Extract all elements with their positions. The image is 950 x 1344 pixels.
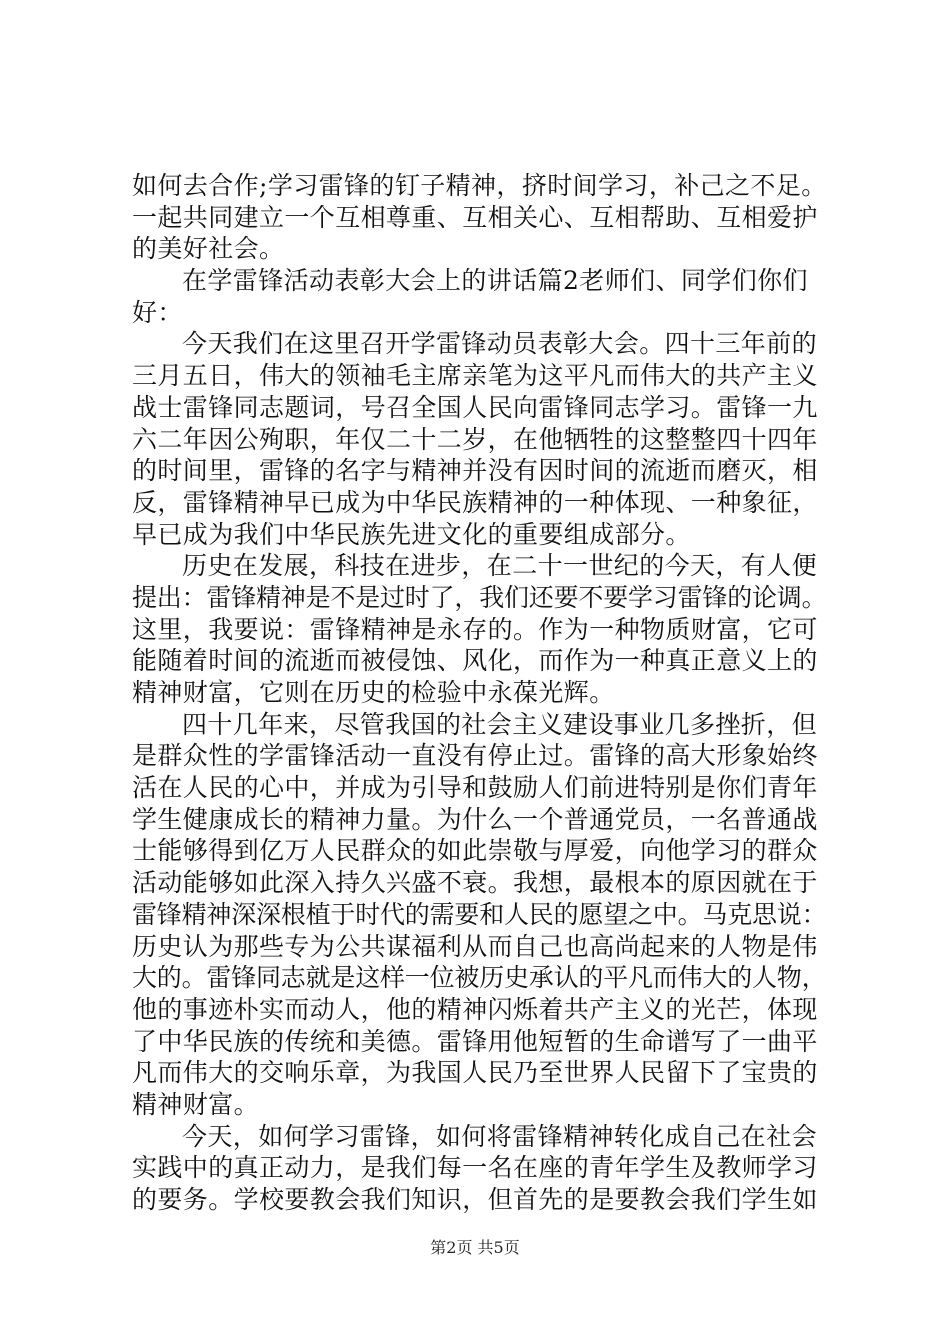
text-line: 四十几年来，尽管我国的社会主义建设事业几多挫折，但 [182, 709, 818, 739]
text-line: 在学雷锋活动表彰大会上的讲话篇2老师们、同学们你们 [182, 266, 808, 296]
text-line: 如何去合作;学习雷锋的钉子精神，挤时间学习，补己之不足。 [132, 171, 827, 200]
text-line: 历史在发展，科技在进步，在二十一世纪的今天，有人便 [182, 551, 818, 581]
text-line: 实践中的真正动力，是我们每一名在座的青年学生及教师学习 [132, 1153, 818, 1183]
text-line: 早已成为我们中华民族先进文化的重要组成部分。 [132, 519, 691, 549]
text-line: 的美好社会。 [132, 234, 285, 264]
page-footer: 第2页 共5页 [430, 1238, 520, 1257]
text-line: 大的。雷锋同志就是这样一位被历史承认的平凡而伟大的人物， [132, 963, 827, 993]
text-line: 了中华民族的传统和美德。雷锋用他短暂的生命谱写了一曲平 [132, 1026, 818, 1056]
text-line: 这里，我要说：雷锋精神是永存的。作为一种物质财富，它可 [132, 614, 818, 644]
text-line: 一起共同建立一个互相尊重、互相关心、互相帮助、互相爱护 [132, 202, 818, 232]
text-line: 精神财富。 [132, 1089, 260, 1119]
text-line: 他的事迹朴实而动人，他的精神闪烁着共产主义的光芒，体现 [132, 994, 818, 1024]
text-line: 学生健康成长的精神力量。为什么一个普通党员，一名普通战 [132, 804, 818, 834]
text-line: 凡而伟大的交响乐章，为我国人民乃至世界人民留下了宝贵的 [132, 1058, 818, 1088]
text-line: 精神财富，它则在历史的检验中永葆光辉。 [132, 678, 615, 707]
text-line: 的时间里，雷锋的名字与精神并没有因时间的流逝而磨灭，相 [132, 456, 818, 486]
text-line: 战士雷锋同志题词，号召全国人民向雷锋同志学习。雷锋一九 [132, 392, 818, 422]
text-line: 六二年因公殉职，年仅二十二岁，在他牺牲的这整整四十四年 [132, 424, 818, 454]
text-line: 反，雷锋精神早已成为中华民族精神的一种体现、一种象征， [132, 487, 818, 517]
text-line: 提出：雷锋精神是不是过时了，我们还要不要学习雷锋的论调。 [132, 582, 827, 612]
text-line: 今天我们在这里召开学雷锋动员表彰大会。四十三年前的 [182, 329, 818, 359]
text-line: 能随着时间的流逝而被侵蚀、风化，而作为一种真正意义上的 [132, 646, 818, 676]
text-line: 的要务。学校要教会我们知识，但首先的是要教会我们学生如 [132, 1185, 818, 1214]
text-line: 雷锋精神深深根植于时代的需要和人民的愿望之中。马克思说： [132, 899, 827, 929]
text-line: 活动能够如此深入持久兴盛不衰。我想，最根本的原因就在于 [132, 868, 818, 898]
text-line: 历史认为那些专为公共谋福利从而自己也高尚起来的人物是伟 [132, 931, 818, 961]
text-line: 今天，如何学习雷锋，如何将雷锋精神转化成自己在社会 [182, 1121, 818, 1151]
text-line: 好： [132, 297, 183, 327]
text-line: 士能够得到亿万人民群众的如此崇敬与厚爱，向他学习的群众 [132, 836, 818, 866]
text-line: 活在人民的心中，并成为引导和鼓励人们前进特别是你们青年 [132, 773, 818, 803]
text-line: 是群众性的学雷锋活动一直没有停止过。雷锋的高大形象始终 [132, 741, 818, 771]
document-body [132, 170, 832, 1216]
text-line: 三月五日，伟大的领袖毛主席亲笔为这平凡而伟大的共产主义 [132, 361, 818, 391]
